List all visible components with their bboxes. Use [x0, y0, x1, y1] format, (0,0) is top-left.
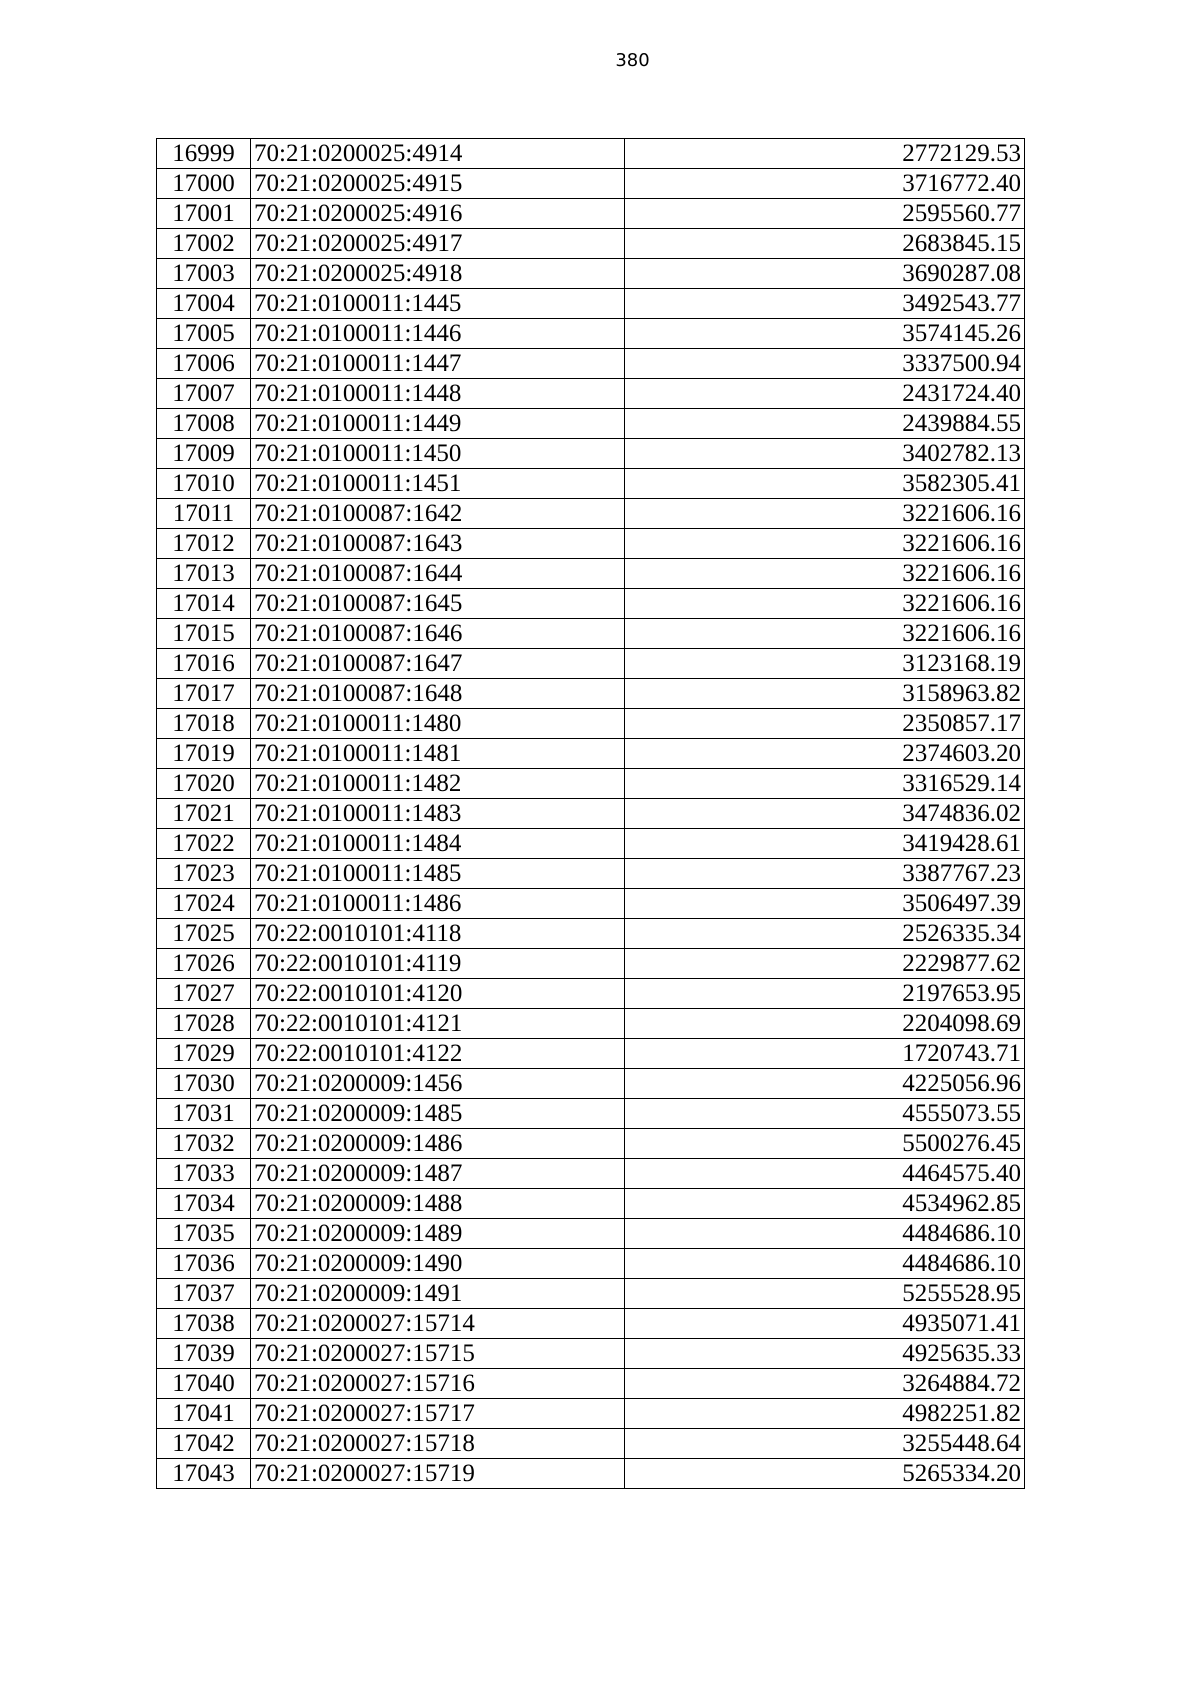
- row-number-cell: 17026: [157, 949, 251, 979]
- table-row: [157, 919, 1025, 949]
- table-row: [157, 199, 1025, 229]
- table-row: [157, 1039, 1025, 1069]
- row-number-cell: 17029: [157, 1039, 251, 1069]
- cadastral-number-cell: 70:21:0200027:15716: [251, 1369, 625, 1399]
- cadastral-number-cell: 70:22:0010101:4120: [251, 979, 625, 1009]
- table-row: [157, 1459, 1025, 1489]
- table-row: [157, 469, 1025, 499]
- table-row: [157, 739, 1025, 769]
- row-number-cell: 17034: [157, 1189, 251, 1219]
- page-number: 380: [615, 50, 650, 71]
- row-number-cell: 17013: [157, 559, 251, 589]
- value-cell: 3716772.40: [625, 169, 1025, 199]
- cadastral-number-cell: 70:22:0010101:4122: [251, 1039, 625, 1069]
- data-table: [156, 138, 1025, 1489]
- table-row: [157, 559, 1025, 589]
- table-row: [157, 229, 1025, 259]
- row-number-cell: 17035: [157, 1219, 251, 1249]
- cadastral-number-cell: 70:21:0200025:4918: [251, 259, 625, 289]
- value-cell: 2772129.53: [625, 139, 1025, 169]
- cadastral-number-cell: 70:21:0100011:1480: [251, 709, 625, 739]
- cadastral-number-cell: 70:21:0100011:1446: [251, 319, 625, 349]
- value-cell: 3221606.16: [625, 529, 1025, 559]
- row-number-cell: 17033: [157, 1159, 251, 1189]
- table-row: [157, 1219, 1025, 1249]
- row-number-cell: 17043: [157, 1459, 251, 1489]
- cadastral-number-cell: 70:21:0100087:1645: [251, 589, 625, 619]
- value-cell: 3474836.02: [625, 799, 1025, 829]
- cadastral-number-cell: 70:21:0200009:1456: [251, 1069, 625, 1099]
- value-cell: 4982251.82: [625, 1399, 1025, 1429]
- value-cell: 4534962.85: [625, 1189, 1025, 1219]
- row-number-cell: 17020: [157, 769, 251, 799]
- table-row: [157, 139, 1025, 169]
- value-cell: 3582305.41: [625, 469, 1025, 499]
- value-cell: 5255528.95: [625, 1279, 1025, 1309]
- cadastral-number-cell: 70:21:0100011:1450: [251, 439, 625, 469]
- cadastral-number-cell: 70:21:0200027:15715: [251, 1339, 625, 1369]
- cadastral-number-cell: 70:21:0100087:1644: [251, 559, 625, 589]
- row-number-cell: 17018: [157, 709, 251, 739]
- cadastral-number-cell: 70:21:0100011:1451: [251, 469, 625, 499]
- value-cell: 4925635.33: [625, 1339, 1025, 1369]
- value-cell: 4484686.10: [625, 1249, 1025, 1279]
- table-row: [157, 1249, 1025, 1279]
- table-row: [157, 1339, 1025, 1369]
- value-cell: 2204098.69: [625, 1009, 1025, 1039]
- value-cell: 2374603.20: [625, 739, 1025, 769]
- cadastral-number-cell: 70:21:0100011:1482: [251, 769, 625, 799]
- value-cell: 4484686.10: [625, 1219, 1025, 1249]
- row-number-cell: 17002: [157, 229, 251, 259]
- value-cell: 2350857.17: [625, 709, 1025, 739]
- cadastral-number-cell: 70:21:0100011:1486: [251, 889, 625, 919]
- value-cell: 3123168.19: [625, 649, 1025, 679]
- table-row: [157, 889, 1025, 919]
- cadastral-number-cell: 70:21:0200009:1491: [251, 1279, 625, 1309]
- cadastral-number-cell: 70:21:0100087:1642: [251, 499, 625, 529]
- cadastral-number-cell: 70:21:0200025:4917: [251, 229, 625, 259]
- row-number-cell: 17031: [157, 1099, 251, 1129]
- table-row: [157, 1129, 1025, 1159]
- cadastral-number-cell: 70:21:0100011:1481: [251, 739, 625, 769]
- cadastral-number-cell: 70:21:0200009:1488: [251, 1189, 625, 1219]
- cadastral-number-cell: 70:21:0200027:15719: [251, 1459, 625, 1489]
- value-cell: 2229877.62: [625, 949, 1025, 979]
- row-number-cell: 17030: [157, 1069, 251, 1099]
- row-number-cell: 17025: [157, 919, 251, 949]
- value-cell: 3255448.64: [625, 1429, 1025, 1459]
- row-number-cell: 17040: [157, 1369, 251, 1399]
- cadastral-number-cell: 70:22:0010101:4121: [251, 1009, 625, 1039]
- table-row: [157, 1099, 1025, 1129]
- table-row: [157, 259, 1025, 289]
- row-number-cell: 17027: [157, 979, 251, 1009]
- row-number-cell: 17036: [157, 1249, 251, 1279]
- value-cell: 2595560.77: [625, 199, 1025, 229]
- row-number-cell: 17006: [157, 349, 251, 379]
- table-row: [157, 1069, 1025, 1099]
- cadastral-number-cell: 70:21:0200009:1485: [251, 1099, 625, 1129]
- table-row: [157, 319, 1025, 349]
- cadastral-number-cell: 70:21:0200025:4914: [251, 139, 625, 169]
- row-number-cell: 17014: [157, 589, 251, 619]
- cadastral-number-cell: 70:22:0010101:4118: [251, 919, 625, 949]
- table-row: [157, 409, 1025, 439]
- row-number-cell: 17015: [157, 619, 251, 649]
- row-number-cell: 17011: [157, 499, 251, 529]
- table-row: [157, 859, 1025, 889]
- cadastral-number-cell: 70:21:0200027:15718: [251, 1429, 625, 1459]
- table-row: [157, 1009, 1025, 1039]
- row-number-cell: 17024: [157, 889, 251, 919]
- value-cell: 2683845.15: [625, 229, 1025, 259]
- table-row: [157, 679, 1025, 709]
- table-row: [157, 1279, 1025, 1309]
- cadastral-number-cell: 70:21:0100087:1647: [251, 649, 625, 679]
- row-number-cell: 17007: [157, 379, 251, 409]
- value-cell: 2526335.34: [625, 919, 1025, 949]
- table-row: [157, 799, 1025, 829]
- value-cell: 3158963.82: [625, 679, 1025, 709]
- row-number-cell: 17032: [157, 1129, 251, 1159]
- value-cell: 3402782.13: [625, 439, 1025, 469]
- value-cell: 2197653.95: [625, 979, 1025, 1009]
- row-number-cell: 17022: [157, 829, 251, 859]
- row-number-cell: 17004: [157, 289, 251, 319]
- row-number-cell: 17003: [157, 259, 251, 289]
- table-row: [157, 379, 1025, 409]
- table-row: [157, 289, 1025, 319]
- cadastral-number-cell: 70:21:0200027:15717: [251, 1399, 625, 1429]
- row-number-cell: 17009: [157, 439, 251, 469]
- row-number-cell: 17021: [157, 799, 251, 829]
- row-number-cell: 17008: [157, 409, 251, 439]
- table-row: [157, 589, 1025, 619]
- cadastral-number-cell: 70:21:0200009:1489: [251, 1219, 625, 1249]
- table-body: [157, 139, 1025, 1489]
- table-row: [157, 529, 1025, 559]
- table-row: [157, 1189, 1025, 1219]
- row-number-cell: 17037: [157, 1279, 251, 1309]
- table-row: [157, 1369, 1025, 1399]
- table-row: [157, 649, 1025, 679]
- value-cell: 3221606.16: [625, 559, 1025, 589]
- cadastral-number-cell: 70:21:0100011:1447: [251, 349, 625, 379]
- table-row: [157, 769, 1025, 799]
- value-cell: 3316529.14: [625, 769, 1025, 799]
- row-number-cell: 17023: [157, 859, 251, 889]
- row-number-cell: 17017: [157, 679, 251, 709]
- table-row: [157, 979, 1025, 1009]
- table-row: [157, 619, 1025, 649]
- table-row: [157, 709, 1025, 739]
- table-row: [157, 1309, 1025, 1339]
- table-row: [157, 1159, 1025, 1189]
- cadastral-number-cell: 70:21:0100011:1448: [251, 379, 625, 409]
- row-number-cell: 17019: [157, 739, 251, 769]
- value-cell: 3387767.23: [625, 859, 1025, 889]
- value-cell: 3506497.39: [625, 889, 1025, 919]
- value-cell: 3337500.94: [625, 349, 1025, 379]
- cadastral-number-cell: 70:21:0100011:1485: [251, 859, 625, 889]
- table-row: [157, 949, 1025, 979]
- cadastral-number-cell: 70:21:0200009:1490: [251, 1249, 625, 1279]
- cadastral-number-cell: 70:21:0100087:1648: [251, 679, 625, 709]
- table-row: [157, 169, 1025, 199]
- cadastral-number-cell: 70:21:0100011:1449: [251, 409, 625, 439]
- table-row: [157, 439, 1025, 469]
- cadastral-number-cell: 70:21:0100011:1445: [251, 289, 625, 319]
- row-number-cell: 16999: [157, 139, 251, 169]
- value-cell: 4935071.41: [625, 1309, 1025, 1339]
- cadastral-number-cell: 70:21:0200025:4915: [251, 169, 625, 199]
- table-row: [157, 1399, 1025, 1429]
- row-number-cell: 17041: [157, 1399, 251, 1429]
- value-cell: 2431724.40: [625, 379, 1025, 409]
- value-cell: 3221606.16: [625, 619, 1025, 649]
- cadastral-number-cell: 70:21:0200027:15714: [251, 1309, 625, 1339]
- cadastral-number-cell: 70:21:0100087:1646: [251, 619, 625, 649]
- row-number-cell: 17000: [157, 169, 251, 199]
- value-cell: 4225056.96: [625, 1069, 1025, 1099]
- value-cell: 3492543.77: [625, 289, 1025, 319]
- cadastral-number-cell: 70:22:0010101:4119: [251, 949, 625, 979]
- row-number-cell: 17010: [157, 469, 251, 499]
- row-number-cell: 17005: [157, 319, 251, 349]
- cadastral-number-cell: 70:21:0200009:1487: [251, 1159, 625, 1189]
- value-cell: 3690287.08: [625, 259, 1025, 289]
- cadastral-number-cell: 70:21:0100011:1483: [251, 799, 625, 829]
- table-row: [157, 499, 1025, 529]
- cadastral-number-cell: 70:21:0200025:4916: [251, 199, 625, 229]
- row-number-cell: 17039: [157, 1339, 251, 1369]
- value-cell: 3574145.26: [625, 319, 1025, 349]
- value-cell: 3419428.61: [625, 829, 1025, 859]
- row-number-cell: 17016: [157, 649, 251, 679]
- value-cell: 5500276.45: [625, 1129, 1025, 1159]
- value-cell: 1720743.71: [625, 1039, 1025, 1069]
- value-cell: 3264884.72: [625, 1369, 1025, 1399]
- value-cell: 5265334.20: [625, 1459, 1025, 1489]
- cadastral-number-cell: 70:21:0100011:1484: [251, 829, 625, 859]
- value-cell: 3221606.16: [625, 499, 1025, 529]
- value-cell: 3221606.16: [625, 589, 1025, 619]
- row-number-cell: 17042: [157, 1429, 251, 1459]
- cadastral-number-cell: 70:21:0100087:1643: [251, 529, 625, 559]
- value-cell: 2439884.55: [625, 409, 1025, 439]
- row-number-cell: 17001: [157, 199, 251, 229]
- table-row: [157, 349, 1025, 379]
- cadastral-number-cell: 70:21:0200009:1486: [251, 1129, 625, 1159]
- value-cell: 4464575.40: [625, 1159, 1025, 1189]
- value-cell: 4555073.55: [625, 1099, 1025, 1129]
- table-row: [157, 829, 1025, 859]
- row-number-cell: 17012: [157, 529, 251, 559]
- table-row: [157, 1429, 1025, 1459]
- row-number-cell: 17028: [157, 1009, 251, 1039]
- row-number-cell: 17038: [157, 1309, 251, 1339]
